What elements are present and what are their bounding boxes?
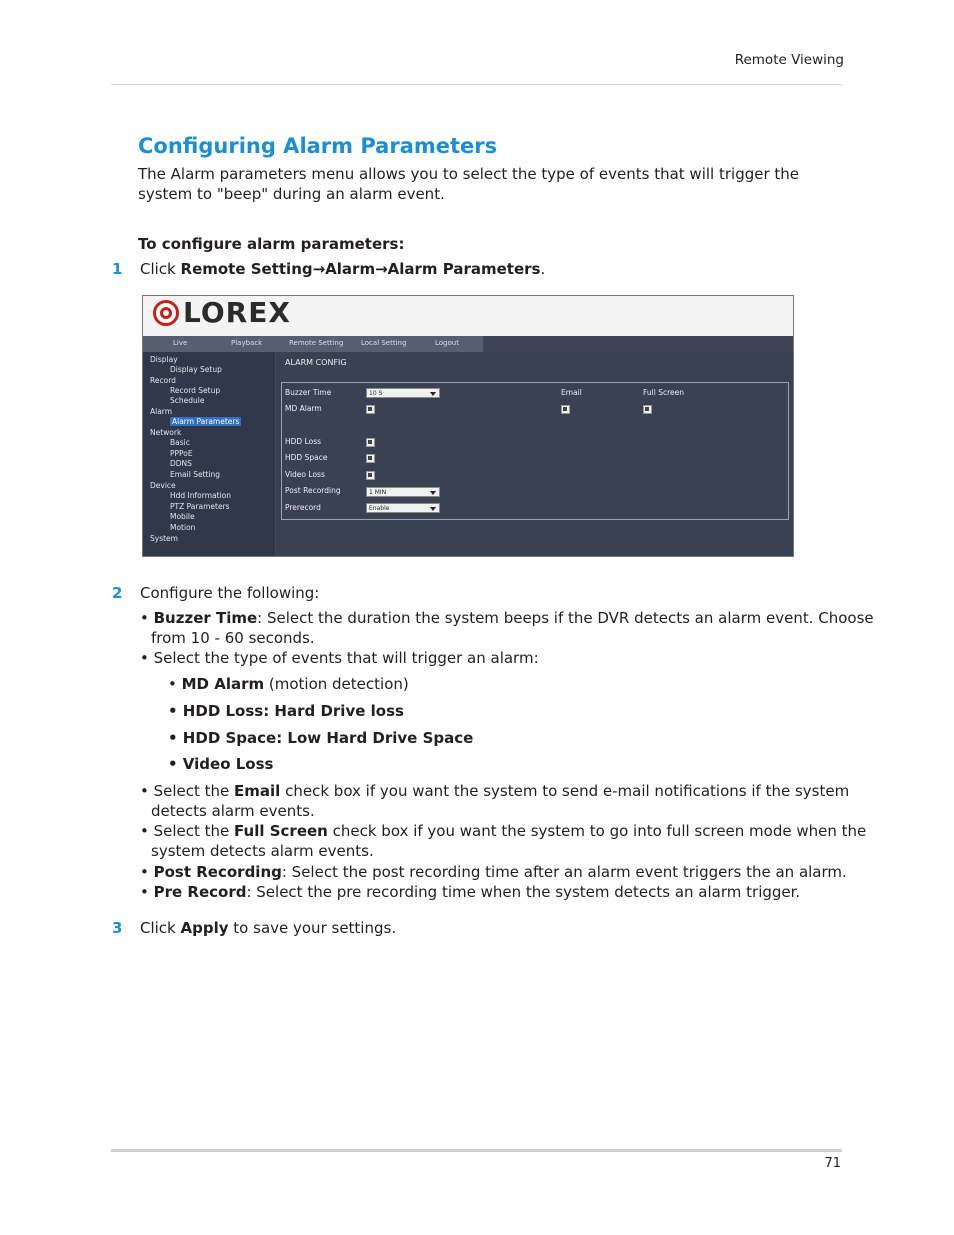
md-desc: (motion detection): [264, 675, 409, 693]
tree-item-pppoe[interactable]: PPPoE: [170, 449, 193, 458]
buzzer-bullet: • Buzzer Time: Select the duration the system beeps if the DVR detects an alarm event. Choose: [140, 609, 874, 627]
full-bold: Full Screen: [234, 822, 328, 840]
buzzer-time-select[interactable]: 10 S: [366, 388, 440, 398]
tree-item-display[interactable]: Display: [150, 355, 178, 364]
hdd-space-bullet: • HDD Space: Low Hard Drive Space: [168, 729, 474, 747]
tree-item-record-setup[interactable]: Record Setup: [170, 386, 221, 395]
step-1-text: [140, 259, 545, 279]
video-loss-bullet: • Video Loss: [168, 755, 274, 773]
tree-item-record[interactable]: Record: [150, 376, 176, 385]
hdd-space-label: HDD Space: [285, 453, 328, 462]
post-bold: Post Recording: [153, 863, 282, 881]
email-pre: • Select the: [140, 782, 235, 800]
step-1-pre: Click: [140, 260, 181, 278]
full-pre: • Select the: [140, 822, 235, 840]
full-desc: check box if you want the system to go into full screen mode when the: [327, 822, 867, 840]
intro-paragraph: The Alarm parameters menu allows you to select the type of events that will trigger the system to "beep" during an alarm event.: [138, 165, 800, 203]
buzzer-desc-cont: from 10 - 60 seconds.: [151, 629, 315, 647]
hdd-space-checkbox[interactable]: [366, 454, 375, 463]
buzzer-time-label: Buzzer Time: [285, 388, 332, 397]
hdd-loss-checkbox[interactable]: [366, 438, 375, 447]
post-recording-select[interactable]: 1 MIN: [366, 487, 440, 497]
email-label: Email: [561, 388, 582, 397]
prerecord-label: Prerecord: [285, 503, 321, 512]
video-loss-checkbox[interactable]: [366, 471, 375, 480]
step-3-number: 3: [112, 919, 123, 937]
step-3-post: to save your settings.: [228, 919, 397, 937]
nav-live[interactable]: Live: [173, 339, 188, 347]
page-title: Configuring Alarm Parameters: [138, 134, 498, 158]
tree-item-basic[interactable]: Basic: [170, 438, 190, 447]
select-events-bullet: • Select the type of events that will trigger an alarm:: [140, 649, 539, 667]
alarm-config-screenshot: [142, 295, 794, 557]
tree-item-schedule[interactable]: Schedule: [170, 396, 205, 405]
header-rule: [111, 84, 842, 85]
nav-local-setting[interactable]: Local Setting: [361, 339, 407, 347]
apply-bold: Apply: [180, 919, 229, 937]
email-desc: check box if you want the system to send e-mail notifications if the system: [280, 782, 850, 800]
tree-item-hdd-information[interactable]: Hdd Information: [170, 491, 231, 500]
email-bold: Email: [234, 782, 281, 800]
lorex-logo: LOREX: [183, 296, 291, 329]
tree-item-network[interactable]: Network: [150, 428, 182, 437]
tree-item-ptz-parameters[interactable]: PTZ Parameters: [170, 502, 230, 511]
page-number: 71: [824, 1156, 841, 1171]
hdd-loss-bullet: • HDD Loss: Hard Drive loss: [168, 702, 404, 720]
tree-item-email-setting[interactable]: Email Setting: [170, 470, 221, 479]
step-3-text: [140, 918, 396, 938]
buzzer-desc: : Select the duration the system beeps if the DVR detects an alarm event. Choose: [257, 609, 874, 627]
tree-item-system[interactable]: System: [150, 534, 178, 543]
panel-title: ALARM CONFIG: [285, 358, 347, 367]
procedure-heading: To configure alarm parameters:: [138, 235, 405, 253]
step-2-text: Configure the following:: [140, 584, 320, 602]
running-header: Remote Viewing: [734, 52, 844, 68]
pre-bold: Pre Record: [153, 883, 247, 901]
md-alarm-bullet: • MD Alarm (motion detection): [168, 675, 409, 693]
pre-record-bullet: • Pre Record: Select the pre recording time when the system detects an alarm trigger.: [140, 883, 801, 901]
md-alarm-label: MD Alarm: [285, 404, 322, 413]
tree-item-alarm-parameters-label: Alarm Parameters: [172, 417, 240, 426]
full-screen-label: Full Screen: [643, 388, 684, 397]
prerecord-select[interactable]: Enable: [366, 503, 440, 513]
nav-playback[interactable]: Playback: [231, 339, 263, 347]
post-recording-bullet: • Post Recording: Select the post recording time after an alarm event triggers the an alarm.: [140, 863, 847, 881]
tree-item-display-setup[interactable]: Display Setup: [170, 365, 222, 374]
pre-desc: : Select the pre recording time when the system detects an alarm trigger.: [246, 883, 801, 901]
lorex-logo-icon: [153, 300, 179, 326]
nav-remote-setting[interactable]: Remote Setting: [289, 339, 344, 347]
step-1-number: 1: [112, 260, 123, 278]
step-3-pre: Click: [140, 919, 181, 937]
buzzer-bold: Buzzer Time: [153, 609, 258, 627]
tree-item-alarm-parameters[interactable]: [170, 417, 241, 426]
nav-logout[interactable]: Logout: [435, 339, 459, 347]
tree-item-device[interactable]: Device: [150, 481, 176, 490]
md-alarm-checkbox[interactable]: [366, 405, 375, 414]
full-screen-bullet: [140, 821, 866, 841]
email-desc-cont: detects alarm events.: [151, 802, 315, 820]
email-checkbox[interactable]: [561, 405, 570, 414]
md-bold: MD Alarm: [181, 675, 265, 693]
step-1-post: .: [540, 260, 546, 278]
tree-item-ddns[interactable]: DDNS: [170, 459, 192, 468]
tree-item-mobile[interactable]: Mobile: [170, 512, 195, 521]
full-screen-checkbox[interactable]: [643, 405, 652, 414]
step-2-number: 2: [112, 584, 123, 602]
footer-rule: [111, 1149, 842, 1152]
full-desc-cont: system detects alarm events.: [151, 842, 374, 860]
video-loss-label: Video Loss: [285, 470, 325, 479]
email-bullet: [140, 781, 849, 801]
tree-item-motion[interactable]: Motion: [170, 523, 196, 532]
post-recording-label: Post Recording: [285, 486, 341, 495]
menu-path: Remote Setting→Alarm→Alarm Parameters: [180, 260, 541, 278]
post-desc: : Select the post recording time after an alarm event triggers the an alarm.: [281, 863, 847, 881]
tree-item-alarm[interactable]: Alarm: [150, 407, 173, 416]
hdd-loss-label: HDD Loss: [285, 437, 322, 446]
panel-frame: [281, 382, 789, 520]
